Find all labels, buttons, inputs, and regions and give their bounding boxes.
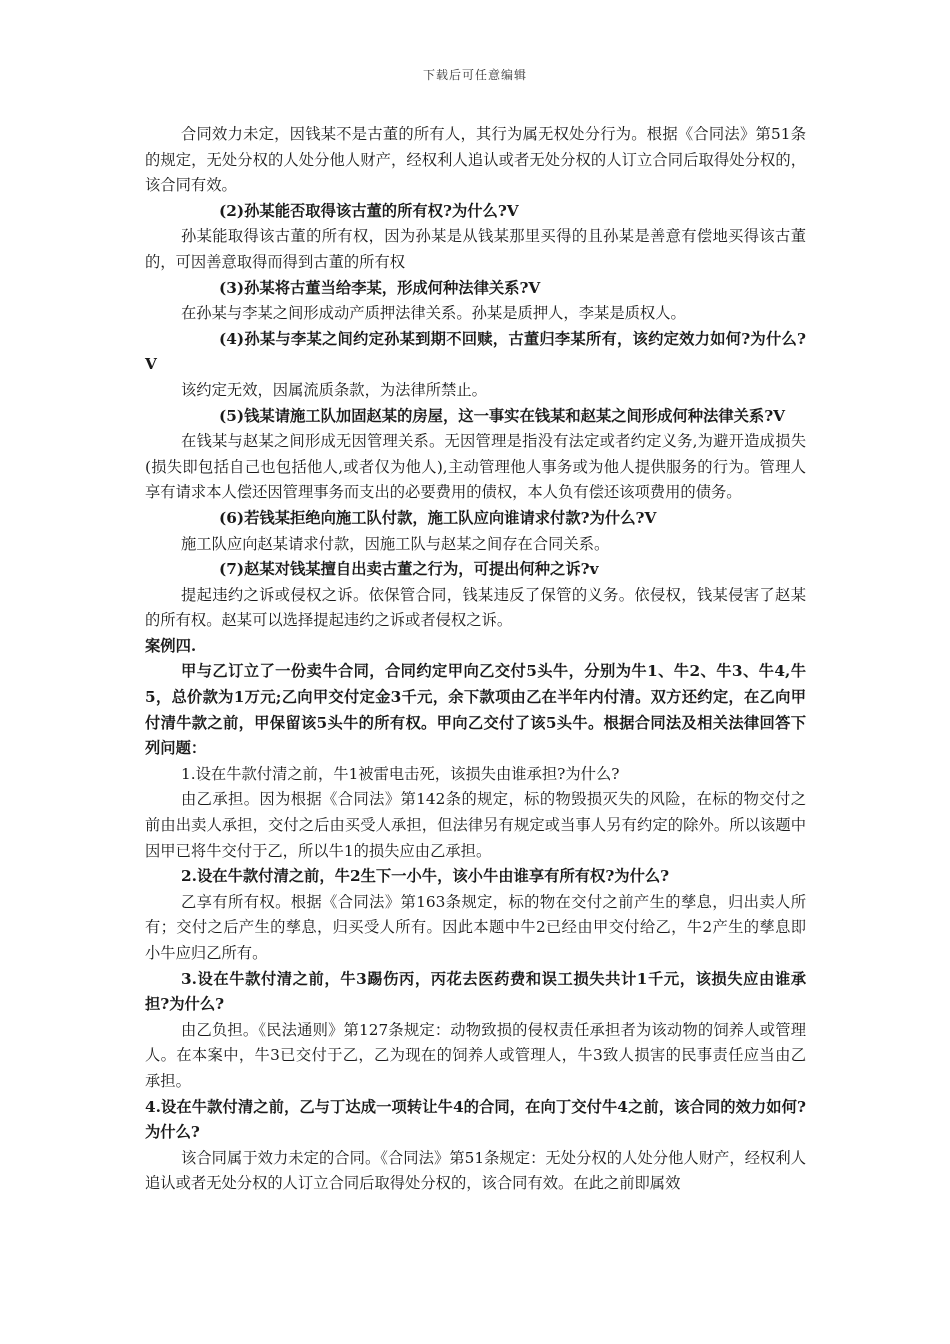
paragraph: 提起违约之诉或侵权之诉。依保管合同，钱某违反了保管的义务。依侵权，钱某侵害了赵某的所有权。赵某可以选择提起违约之诉或者侵权之诉。 bbox=[145, 585, 806, 630]
question-heading: (2)孙某能否取得该古董的所有权?为什么?V bbox=[219, 201, 519, 220]
paragraph: 在钱某与赵某之间形成无因管理关系。无因管理是指没有法定或者约定义务,为避开造成损失(损失即包括自己也包括他人,或者仅为他人),主动管理他人事务或为他人提供服务的行为。管理人享有请求本人偿还因管理事务而支出的必要费用的债权，本人负有偿还该项费用的债务。 bbox=[145, 432, 806, 502]
question-heading: (4)孙某与李某之间约定孙某到期不回赎，古董归李某所有，该约定效力如何?为什么?V bbox=[145, 329, 806, 374]
paragraph: 施工队应向赵某请求付款，因施工队与赵某之间存在合同关系。 bbox=[181, 534, 610, 553]
paragraph: 该合同属于效力未定的合同。《合同法》第51条规定：无处分权的人处分他人财产，经权利人追认或者无处分权的人订立合同后取得处分权的，该合同有效。在此之前即属效 bbox=[145, 1148, 806, 1193]
question-heading: 案例四. bbox=[145, 636, 197, 655]
paragraph: 由乙负担。《民法通则》第127条规定：动物致损的侵权责任承担者为该动物的饲养人或管理人。在本案中，牛3已交付于乙，乙为现在的饲养人或管理人，牛3致人损害的民事责任应当由乙承担。 bbox=[145, 1020, 806, 1090]
paragraph: 由乙承担。因为根据《合同法》第142条的规定，标的物毁损灭失的风险，在标的物交付之前由出卖人承担，交付之后由买受人承担，但法律另有规定或当事人另有约定的除外。所以该题中因甲已将牛交付于乙，所以牛1的损失应由乙承担。 bbox=[145, 790, 806, 860]
question-heading: (7)赵某对钱某擅自出卖古董之行为，可提出何种之诉?v bbox=[219, 560, 599, 579]
question-heading: 3.设在牛款付清之前，牛3踢伤丙，丙花去医药费和误工损失共计1千元，该损失应由谁承担?为什么? bbox=[145, 969, 806, 1014]
question-heading: 2.设在牛款付清之前，牛2生下一小牛，该小牛由谁享有所有权?为什么? bbox=[181, 867, 670, 886]
document-body bbox=[145, 122, 806, 1197]
question-heading: (3)孙某将古董当给李某，形成何种法律关系?V bbox=[219, 278, 541, 297]
question-heading: 甲与乙订立了一份卖牛合同，合同约定甲向乙交付5头牛，分别为牛1、牛2、牛3、牛4,牛5，总价款为1万元;乙向甲交付定金3千元，余下款项由乙在半年内付清。双方还约定，在乙向甲付清牛款之前，甲保留该5头牛的所有权。甲向乙交付了该5头牛。根据合同法及相关法律回答下列问题： bbox=[145, 662, 806, 758]
paragraph: 孙某能取得该古董的所有权，因为孙某是从钱某那里买得的且孙某是善意有偿地买得该古董的，可因善意取得而得到古董的所有权 bbox=[145, 227, 806, 271]
question-heading: 4.设在牛款付清之前，乙与丁达成一项转让牛4的合同，在向丁交付牛4之前，该合同的效力如何?为什么? bbox=[145, 1097, 806, 1142]
paragraph: 乙享有所有权。根据《合同法》第163条规定，标的物在交付之前产生的孳息，归出卖人所有；交付之后产生的孳息，归买受人所有。因此本题中牛2已经由甲交付给乙，牛2产生的孳息即小牛应归乙所有。 bbox=[145, 892, 806, 962]
question-heading: (6)若钱某拒绝向施工队付款，施工队应向谁请求付款?为什么?V bbox=[219, 508, 657, 527]
page-header: 下载后可任意编辑 bbox=[422, 68, 527, 82]
question-heading: (5)钱某请施工队加固赵某的房屋，这一事实在钱某和赵某之间形成何种法律关系?V bbox=[219, 406, 786, 425]
paragraph: 在孙某与李某之间形成动产质押法律关系。孙某是质押人，李某是质权人。 bbox=[181, 304, 686, 323]
paragraph: 合同效力未定，因钱某不是古董的所有人，其行为属无权处分行为。根据《合同法》第51条的规定，无处分权的人处分他人财产，经权利人追认或者无处分权的人订立合同后取得处分权的，该合同有效。 bbox=[145, 125, 806, 195]
paragraph: 该约定无效，因属流质条款，为法律所禁止。 bbox=[181, 380, 487, 399]
paragraph: 1.设在牛款付清之前，牛1被雷电击死，该损失由谁承担?为什么? bbox=[181, 764, 620, 783]
